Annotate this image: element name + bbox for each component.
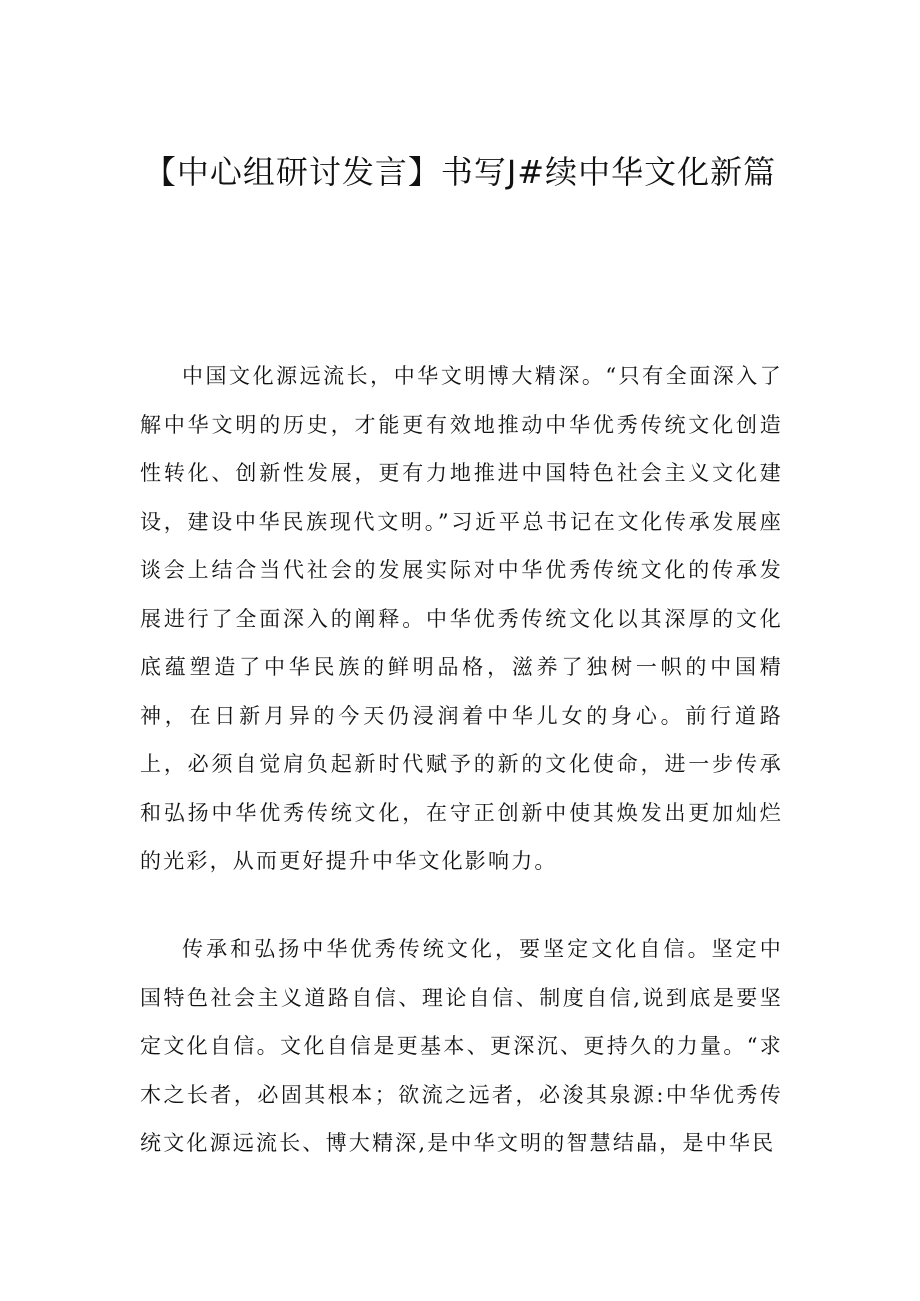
paragraph-2: 传承和弘扬中华优秀传统文化，要坚定文化自信。坚定中国特色社会主义道路自信、理论自信、制度自信,说到底是要坚定文化自信。文化自信是更基本、更深沉、更持久的力量。“求木之长者，必固其根本；欲流之远者，必浚其泉源:中华优秀传统文化源远流长、博大精深,是中华文明的智慧结晶，是中华民 xyxy=(140,937,783,1155)
document-title: 【中心组研讨发言】书写J#续中华文化新篇 xyxy=(143,153,777,191)
paragraph-1: 中国文化源远流长，中华文明博大精深。“只有全面深入了解中华文明的历史，才能更有效地推动中华优秀传统文化创造性转化、创新性发展，更有力地推进中国特色社会主义文化建设，建设中华民族现代文明。”习近平总书记在文化传承发展座谈会上结合当代社会的发展实际对中华优秀传统文化的传承发展进行了全面深入的阐释。中华优秀传统文化以其深厚的文化底蕴塑造了中华民族的鲜明品格，滋养了独树一帜的中国精神，在日新月异的今天仍浸润着中华儿女的身心。前行道路上，必须自觉肩负起新时代赋予的新的文化使命，进一步传承和弘扬中华优秀传统文化，在守正创新中使其焕发出更加灿烂的光彩，从而更好提升中华文化影响力。 xyxy=(140,364,783,873)
